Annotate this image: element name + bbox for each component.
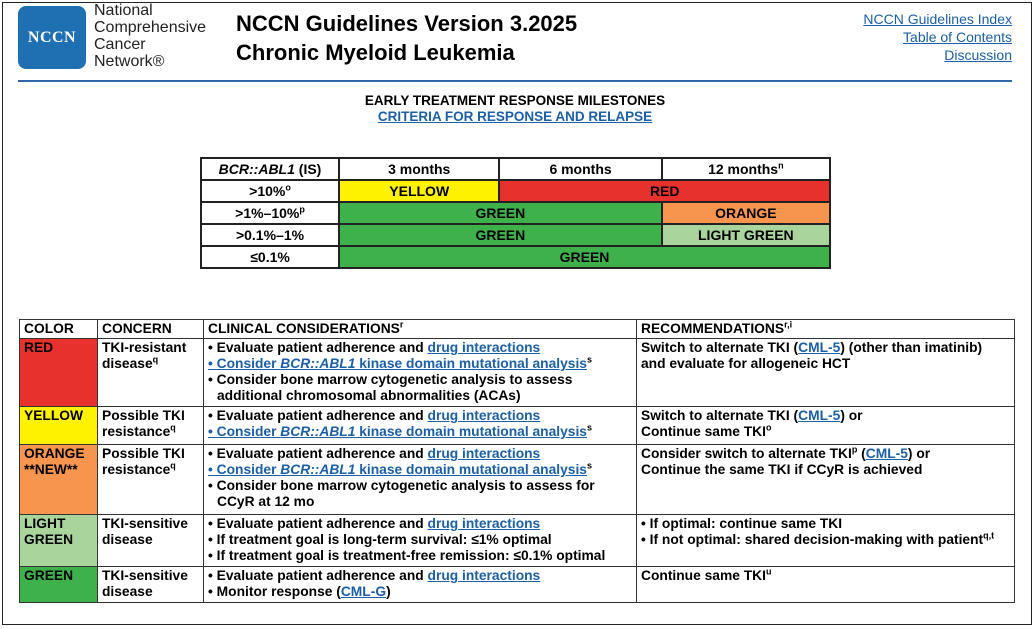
mt-row-label: >10%$^o$ (201, 180, 339, 202)
ct-color-light-green: LIGHT GREEN (20, 515, 98, 567)
cml5-link[interactable]: CML-5 (798, 408, 841, 423)
cml5-link[interactable]: CML-5 (798, 340, 841, 355)
ct-concern: TKI-sensitive disease (98, 567, 204, 603)
cml5-link[interactable]: CML-5 (865, 446, 908, 461)
drug-interactions-link[interactable]: drug interactions (427, 446, 541, 461)
ct-color-orange: ORANGE **NEW** (20, 445, 98, 515)
ct-header-recommendations: RECOMMENDATIONS$^{r,i}$ (637, 320, 1015, 339)
ct-clinical: • Evaluate patient adherence and drug interactions • Consider BCR::ABL1 kinase domain mutational analysis$^s$ • Consider bone marrow cytogenetic analysis to assess for CCyR at 12 mo (204, 445, 637, 515)
title-line: NCCN Guidelines Version 3.2025 (236, 11, 578, 36)
mt-cell-yellow: YELLOW (339, 180, 499, 202)
ct-color-red: RED (20, 339, 98, 407)
criteria-link[interactable]: CRITERIA FOR RESPONSE AND RELAPSE (377, 109, 653, 124)
ct-recommendation: Switch to alternate TKI (CML-5) (other than imatinib) and evaluate for allogeneic HCT (637, 339, 1015, 407)
mt-header-6mo: 6 months (499, 158, 661, 180)
mutational-analysis-link[interactable]: • Consider BCR::ABL1 kinase domain mutational analysis (208, 356, 587, 371)
ct-concern: Possible TKI resistance$^q$ (98, 445, 204, 515)
ct-recommendation: Consider switch to alternate TKI$^p$ (CML-5) or Continue the same TKI if CCyR is achieved (637, 445, 1015, 515)
mt-cell-light-green: LIGHT GREEN (662, 224, 830, 246)
mt-header-3mo: 3 months (339, 158, 499, 180)
considerations-table (19, 319, 1015, 603)
mt-cell-green: GREEN (339, 202, 662, 224)
mt-cell-orange: ORANGE (662, 202, 830, 224)
mt-cell-green: GREEN (339, 246, 830, 268)
mt-header-12mo: 12 months$^n$ (662, 158, 830, 180)
ct-header-concern: CONCERN (98, 320, 204, 339)
nccn-logo: NCCN (18, 6, 86, 69)
mutational-analysis-link[interactable]: • Consider BCR::ABL1 kinase domain mutational analysis (208, 462, 587, 477)
mutational-analysis-link[interactable]: • Consider BCR::ABL1 kinase domain mutational analysis (208, 424, 587, 439)
page-title (236, 9, 577, 67)
mt-cell-green: GREEN (339, 224, 662, 246)
link-discussion[interactable]: Discussion (944, 47, 1012, 63)
org-line: Network® (94, 53, 165, 70)
link-guidelines-index[interactable]: NCCN Guidelines Index (863, 11, 1012, 27)
org-line: Cancer (94, 36, 146, 53)
ct-clinical: • Evaluate patient adherence and drug interactions • If treatment goal is long-term survival: ≤1% optimal • If treatment goal is treatment-free remission: ≤0.1% optimal (204, 515, 637, 567)
ct-recommendation: • If optimal: continue same TKI • If not optimal: shared decision-making with patient$^{q,t}$ (637, 515, 1015, 567)
milestones-heading (0, 93, 1030, 125)
ct-recommendation: Switch to alternate TKI (CML-5) or Continue same TKI$^o$ (637, 407, 1015, 445)
drug-interactions-link[interactable]: drug interactions (427, 516, 541, 531)
ct-color-green: GREEN (20, 567, 98, 603)
ct-clinical: • Evaluate patient adherence and drug interactions • Consider BCR::ABL1 kinase domain mutational analysis$^s$ (204, 407, 637, 445)
ct-header-clinical: CLINICAL CONSIDERATIONS$^r$ (204, 320, 637, 339)
ct-clinical: • Evaluate patient adherence and drug interactions • Consider BCR::ABL1 kinase domain mutational analysis$^s$ • Consider bone marrow cytogenetic analysis to assess additional chromosomal abnormalities (ACAs) (204, 339, 637, 407)
mt-header-bcr: BCR::ABL1 (IS) (201, 158, 339, 180)
org-name (94, 2, 206, 70)
org-line: Comprehensive (94, 19, 207, 36)
mt-row-label: ≤0.1% (201, 246, 339, 268)
ct-concern: TKI-sensitive disease (98, 515, 204, 567)
drug-interactions-link[interactable]: drug interactions (427, 408, 541, 423)
ct-color-yellow: YELLOW (20, 407, 98, 445)
ct-clinical: • Evaluate patient adherence and drug interactions • Monitor response (CML-G) (204, 567, 637, 603)
milestones-title: EARLY TREATMENT RESPONSE MILESTONES (364, 93, 666, 108)
drug-interactions-link[interactable]: drug interactions (427, 340, 541, 355)
link-table-of-contents[interactable]: Table of Contents (903, 29, 1012, 45)
mt-cell-red: RED (499, 180, 830, 202)
ct-recommendation: Continue same TKI$^u$ (637, 567, 1015, 603)
title-line: Chronic Myeloid Leukemia (236, 40, 515, 65)
ct-concern: TKI-resistant disease$^q$ (98, 339, 204, 407)
new-badge: **NEW** (24, 462, 78, 477)
cmlg-link[interactable]: CML-G (340, 584, 387, 599)
drug-interactions-link[interactable]: drug interactions (427, 568, 541, 583)
milestones-table (200, 157, 831, 269)
ct-header-color: COLOR (20, 320, 98, 339)
org-line: National (94, 2, 153, 19)
top-links (863, 10, 1012, 64)
header-divider (18, 80, 1012, 82)
ct-concern: Possible TKI resistance$^q$ (98, 407, 204, 445)
mt-row-label: >1%–10%$^p$ (201, 202, 339, 224)
mt-row-label: >0.1%–1% (201, 224, 339, 246)
